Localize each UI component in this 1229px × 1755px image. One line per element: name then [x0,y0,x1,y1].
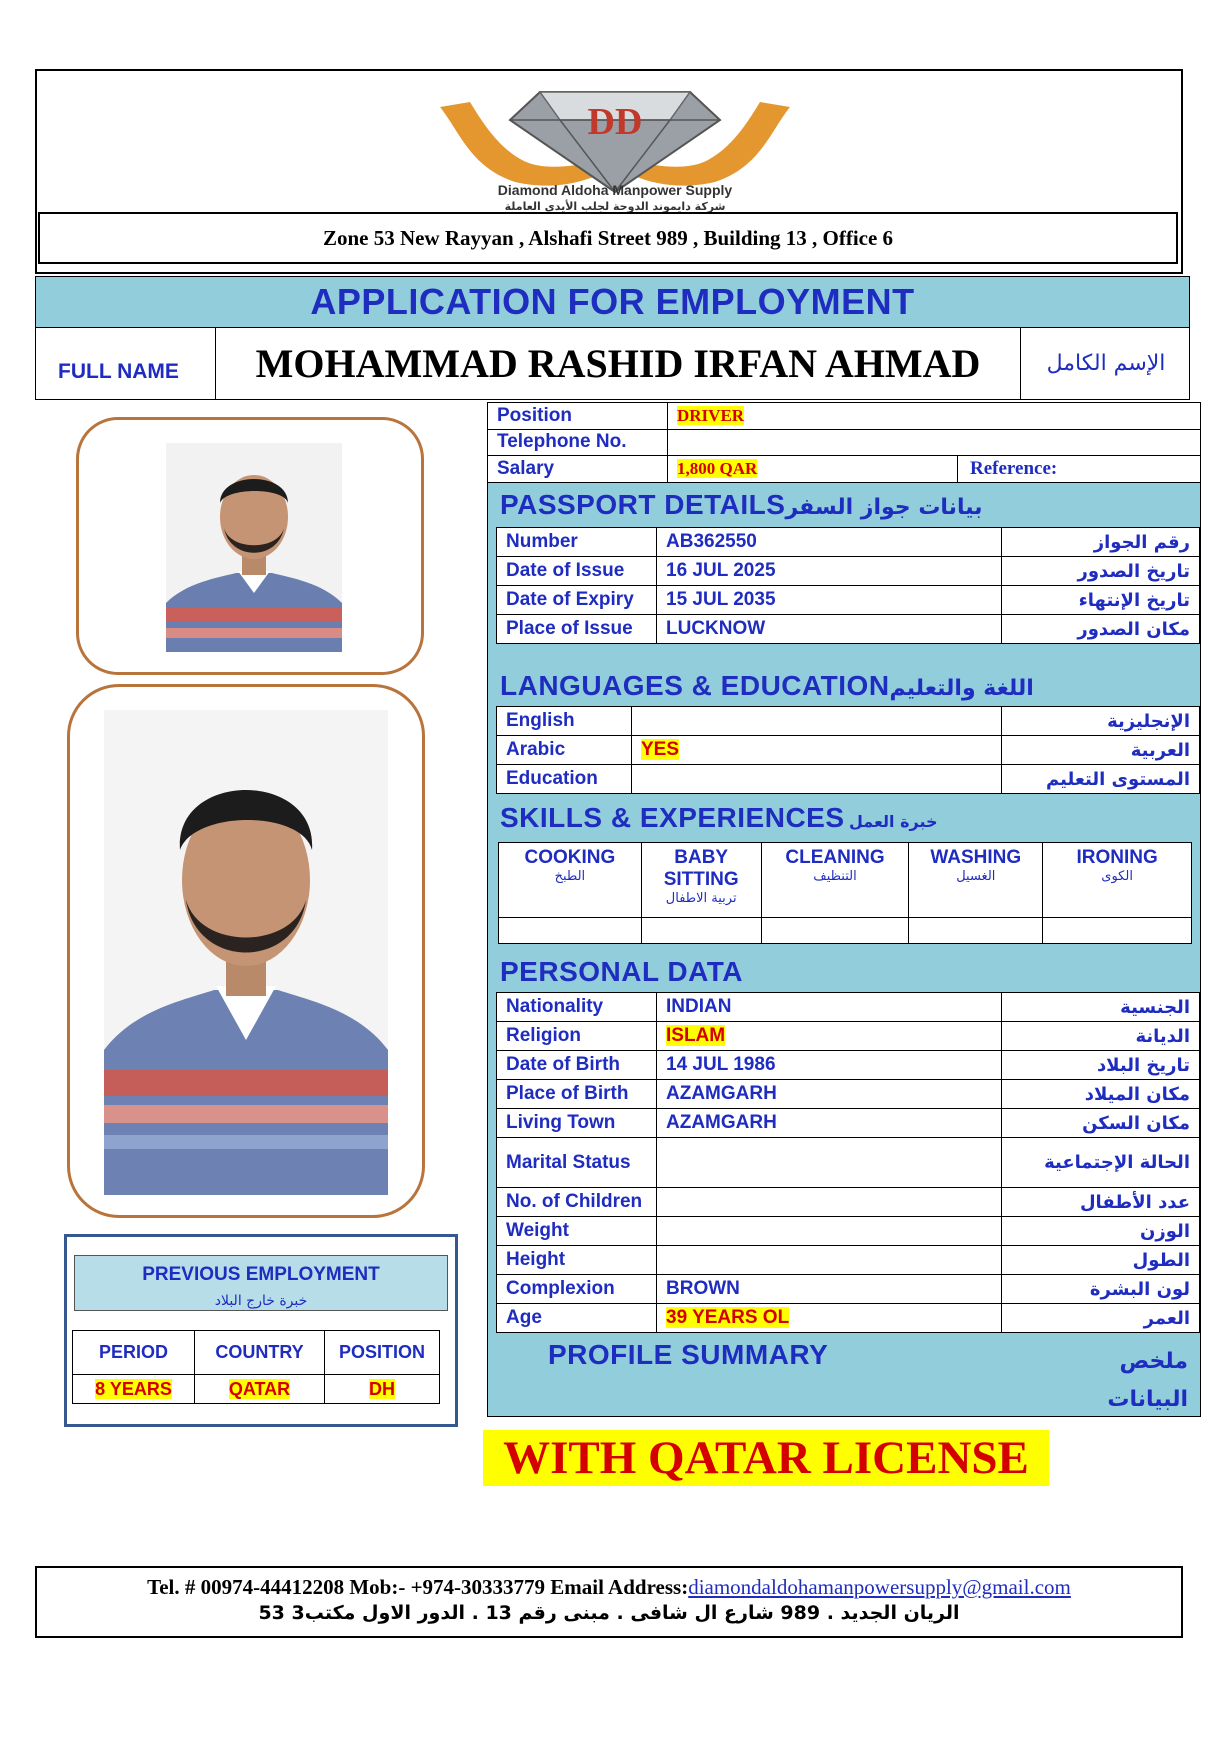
position-label: Position [488,403,668,430]
skill-label: IRONING [1076,847,1158,868]
footer-contact-prefix: Tel. # 00974-44412208 Mob:- +974-30333779 Email Address: [147,1575,689,1599]
passport-value-cell [657,586,1002,615]
passport-value-cell [657,557,1002,586]
passport-label-ar: مكان الصدور [1002,615,1200,644]
personal-label-ar: مكان الميلاد [1002,1080,1200,1109]
personal-label: Height [497,1246,657,1275]
skill-label: BABY SITTING [663,847,739,890]
skill-label-ar: الكوى [1101,869,1133,884]
passport-row [497,586,1200,615]
language-label: English [497,707,632,736]
personal-label-ar: تاريخ البلاد [1002,1051,1200,1080]
language-row [497,765,1200,794]
language-label: Arabic [497,736,632,765]
personal-row [497,1304,1200,1333]
language-label: Education [497,765,632,794]
personal-row [497,1022,1200,1051]
passport-value: LUCKNOW [666,618,766,639]
personal-label: Complexion [497,1275,657,1304]
personal-table [496,992,1200,1333]
language-row [497,736,1200,765]
personal-label-ar: عدد الأطفال [1002,1188,1200,1217]
language-value-cell [632,707,1002,736]
personal-row [497,1138,1200,1188]
prev-header-period: PERIOD [73,1331,195,1375]
passport-row [497,528,1200,557]
personal-label-ar: العمر [1002,1304,1200,1333]
prev-header-country: COUNTRY [195,1331,325,1375]
full-name-value: MOHAMMAD RASHID IRFAN AHMAD [216,328,1021,399]
prev-header-position: POSITION [325,1331,440,1375]
salary-value: 1,800 QAR [677,459,758,479]
personal-value: AZAMGARH [666,1112,777,1133]
languages-section-header [487,644,1201,706]
personal-row [497,993,1200,1022]
logo-letters: DD [587,101,643,143]
language-value-cell [632,765,1002,794]
personal-label-ar: الحالة الإجتماعية [1002,1138,1200,1188]
skills-title-ar: خبرة العمل [848,812,938,831]
footer [35,1566,1183,1638]
passport-row [497,557,1200,586]
previous-employment-title-ar: خبرة خارج البلاد [214,1293,308,1309]
languages-table [496,706,1200,794]
passport-title-en: PASSPORT DETAILS [500,489,786,520]
footer-contact [37,1575,1181,1600]
personal-value: 14 JUL 1986 [666,1054,776,1075]
personal-label-ar: الطول [1002,1246,1200,1275]
portrait-photo [104,710,388,1195]
personal-row [497,1217,1200,1246]
profile-summary [487,1333,1201,1417]
personal-label-ar: الجنسية [1002,993,1200,1022]
personal-value-cell [657,1051,1002,1080]
telephone-value [668,429,1201,456]
previous-employment-title [74,1255,448,1311]
personal-label-ar: الديانة [1002,1022,1200,1051]
prev-cell-country [195,1375,325,1404]
personal-value-cell [657,1138,1002,1188]
personal-value-cell [657,1246,1002,1275]
skill-baby-sitting [641,843,761,918]
personal-label: Age [497,1304,657,1333]
personal-value-cell [657,993,1002,1022]
languages-title-en: LANGUAGES & EDUCATION [500,670,890,701]
passport-value-cell [657,615,1002,644]
skill-label: CLEANING [785,847,885,868]
skills-section-header [487,794,1201,842]
position-cell [668,403,1201,430]
form-title: APPLICATION FOR EMPLOYMENT [35,276,1190,328]
passport-label-ar: رقم الجواز [1002,528,1200,557]
skill-ironing [1043,843,1192,918]
passport-label-ar: تاريخ الإنتهاء [1002,586,1200,615]
personal-value-cell [657,1022,1002,1051]
language-value: YES [641,739,680,760]
passport-table [496,527,1200,644]
skill-label-ar: تربية الاطفال [665,891,737,906]
logo-company-en: Diamond Aldoha Manpower Supply [497,182,733,198]
languages-title-ar: اللغة والتعليم [889,676,1034,701]
passport-label: Place of Issue [497,615,657,644]
personal-row [497,1246,1200,1275]
personal-label: Date of Birth [497,1051,657,1080]
skill-label-ar: التنظيف [813,869,857,884]
skill-label-ar: الغسيل [956,869,996,884]
previous-employment-title-en: PREVIOUS EMPLOYMENT [142,1264,380,1285]
passport-value: 15 JUL 2035 [666,589,776,610]
full-name-row [35,328,1190,400]
personal-value: BROWN [666,1278,740,1299]
personal-label: Living Town [497,1109,657,1138]
skills-title-en: SKILLS & EXPERIENCES [500,802,845,833]
personal-row [497,1109,1200,1138]
language-label-ar: العربية [1002,736,1200,765]
personal-row [497,1275,1200,1304]
personal-row [497,1188,1200,1217]
prev-value-period: 8 YEARS [95,1378,172,1399]
personal-section-header [487,952,1201,992]
passport-label-ar: تاريخ الصدور [1002,557,1200,586]
personal-value-cell [657,1275,1002,1304]
skill-cleaning [761,843,909,918]
language-row [497,707,1200,736]
passport-label: Date of Issue [497,557,657,586]
personal-value-cell [657,1304,1002,1333]
skill-label: WASHING [930,847,1022,868]
personal-label: Religion [497,1022,657,1051]
personal-value-cell [657,1109,1002,1138]
skill-value-cell [909,918,1043,944]
passport-label: Date of Expiry [497,586,657,615]
personal-label: Place of Birth [497,1080,657,1109]
personal-value-cell [657,1188,1002,1217]
logo-company-ar: شركة دايموند الدوحة لجلب الأيدي العاملة [504,200,726,212]
passport-value-cell [657,528,1002,557]
application-details [487,402,1201,1417]
personal-row [497,1051,1200,1080]
passport-title-ar: بيانات جواز السفر [785,495,983,520]
prev-value-position: DH [369,1378,395,1399]
reference-label: Reference: [958,456,1201,483]
skill-label-ar: الطبخ [554,869,586,884]
personal-title-en: PERSONAL DATA [500,956,743,987]
position-value: DRIVER [677,405,745,425]
personal-label: No. of Children [497,1188,657,1217]
skill-value-cell [499,918,642,944]
passport-value: 16 JUL 2025 [666,560,776,581]
telephone-label: Telephone No. [488,429,668,456]
personal-label-ar: الوزن [1002,1217,1200,1246]
skill-cooking [499,843,642,918]
passport-label: Number [497,528,657,557]
personal-row [497,1080,1200,1109]
salary-cell [668,456,958,483]
passport-photo [166,443,342,652]
personal-label-ar: مكان السكن [1002,1109,1200,1138]
job-table [487,402,1201,483]
personal-label-ar: لون البشرة [1002,1275,1200,1304]
full-name-label: FULL NAME [36,328,216,399]
personal-value-cell [657,1217,1002,1246]
personal-value: AZAMGARH [666,1083,777,1104]
skill-value-cell [761,918,909,944]
footer-email-link[interactable]: diamondaldohamanpowersupply@gmail.com [688,1575,1071,1599]
language-label-ar: الإنجليزية [1002,707,1200,736]
company-logo [430,72,800,212]
skill-washing [909,843,1043,918]
profile-title-en: PROFILE SUMMARY [548,1339,829,1370]
license-banner: WITH QATAR LICENSE [483,1430,1049,1486]
passport-value: AB362550 [666,531,757,552]
prev-value-country: QATAR [228,1378,291,1399]
skill-value-cell [641,918,761,944]
skill-label: COOKING [524,847,616,868]
personal-label: Nationality [497,993,657,1022]
passport-section-header [487,483,1201,527]
personal-value: 39 YEARS OL [666,1307,790,1328]
salary-label: Salary [488,456,668,483]
previous-employment-table [72,1330,440,1404]
personal-value: INDIAN [666,996,732,1017]
language-label-ar: المستوى التعليم [1002,765,1200,794]
company-address: Zone 53 New Rayyan , Alshafi Street 989 , Building 13 , Office 6 [38,212,1178,264]
skill-value-cell [1043,918,1192,944]
personal-value: ISLAM [666,1025,726,1046]
language-value-cell [632,736,1002,765]
prev-cell-period [73,1375,195,1404]
full-name-label-ar: الإسم الكامل [1046,351,1166,376]
profile-title-ar: ملخص البيانات [1107,1349,1188,1412]
personal-label: Weight [497,1217,657,1246]
personal-label: Marital Status [497,1138,657,1188]
footer-address-ar: 53 الريان الجديد . 989 شارع ال شافى . مبنى رقم 13 . الدور الاول مكتب3 [258,1602,960,1624]
skills-table [498,842,1192,944]
personal-value-cell [657,1080,1002,1109]
prev-cell-position [325,1375,440,1404]
passport-row [497,615,1200,644]
